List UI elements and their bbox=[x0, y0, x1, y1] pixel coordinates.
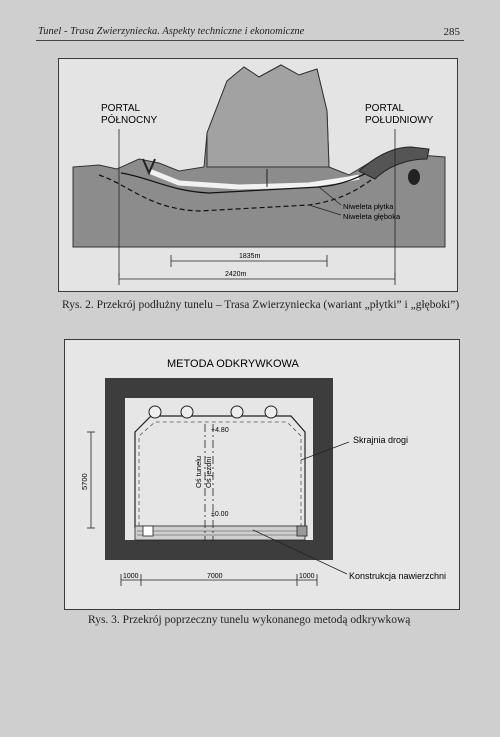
longitudinal-section-drawing bbox=[59, 59, 457, 291]
level-bottom: ±0.00 bbox=[211, 511, 229, 518]
running-header: Tunel - Trasa Zwierzyniecka. Aspekty techniczne i ekonomiczne bbox=[38, 26, 305, 37]
fan-icon bbox=[149, 406, 161, 418]
pavement-layers bbox=[135, 526, 305, 540]
figure-cross-section bbox=[64, 339, 460, 610]
dimension-2420: 2420m bbox=[225, 271, 247, 278]
figure1-caption: Rys. 2. Przekrój podłużny tunelu – Trasa Zwierzyniecka (wariant „płytki” i „głęboki”) bbox=[62, 299, 460, 311]
clearance-label: Skrajnia drogi bbox=[353, 435, 409, 445]
level-top: +4.80 bbox=[211, 427, 229, 434]
width-dim-left: 1000 bbox=[123, 573, 139, 580]
legend-deep-grade: Niweleta głęboka bbox=[343, 212, 401, 221]
portal-south-label-2: POŁUDNIOWY bbox=[365, 115, 434, 126]
cross-section-drawing bbox=[65, 340, 459, 609]
fan-icon bbox=[231, 406, 243, 418]
surface-label: Konstrukcja nawierzchni bbox=[349, 571, 447, 581]
hill-mass bbox=[207, 65, 329, 167]
portal-south-label-1: PORTAL bbox=[365, 103, 405, 114]
fan-icon bbox=[265, 406, 277, 418]
figure-longitudinal-section bbox=[58, 58, 458, 292]
width-dim-center: 7000 bbox=[207, 573, 223, 580]
width-dim-right: 1000 bbox=[299, 573, 315, 580]
cross-section-title: METODA ODKRYWKOWA bbox=[167, 358, 299, 370]
drainage-pipe-right bbox=[297, 526, 307, 536]
page-number: 285 bbox=[443, 26, 460, 38]
drainage-pipe-left bbox=[143, 526, 153, 536]
axis-label-tunnel: Oś tunelu bbox=[194, 455, 203, 488]
figure2-caption: Rys. 3. Przekrój poprzeczny tunelu wykonanego metodą odkrywkową bbox=[88, 614, 411, 626]
dimension-1835: 1835m bbox=[239, 253, 261, 260]
south-portal-pit bbox=[408, 169, 420, 185]
portal-north-label-1: PORTAL bbox=[101, 103, 141, 114]
axis-label-road: Oś jezdni bbox=[204, 456, 213, 488]
legend-shallow-grade: Niweleta płytka bbox=[343, 202, 394, 211]
height-dimension-label: 5700 bbox=[80, 473, 89, 490]
fan-icon bbox=[181, 406, 193, 418]
header-rule bbox=[36, 40, 464, 41]
portal-north-label-2: PÓŁNOCNY bbox=[101, 115, 158, 126]
